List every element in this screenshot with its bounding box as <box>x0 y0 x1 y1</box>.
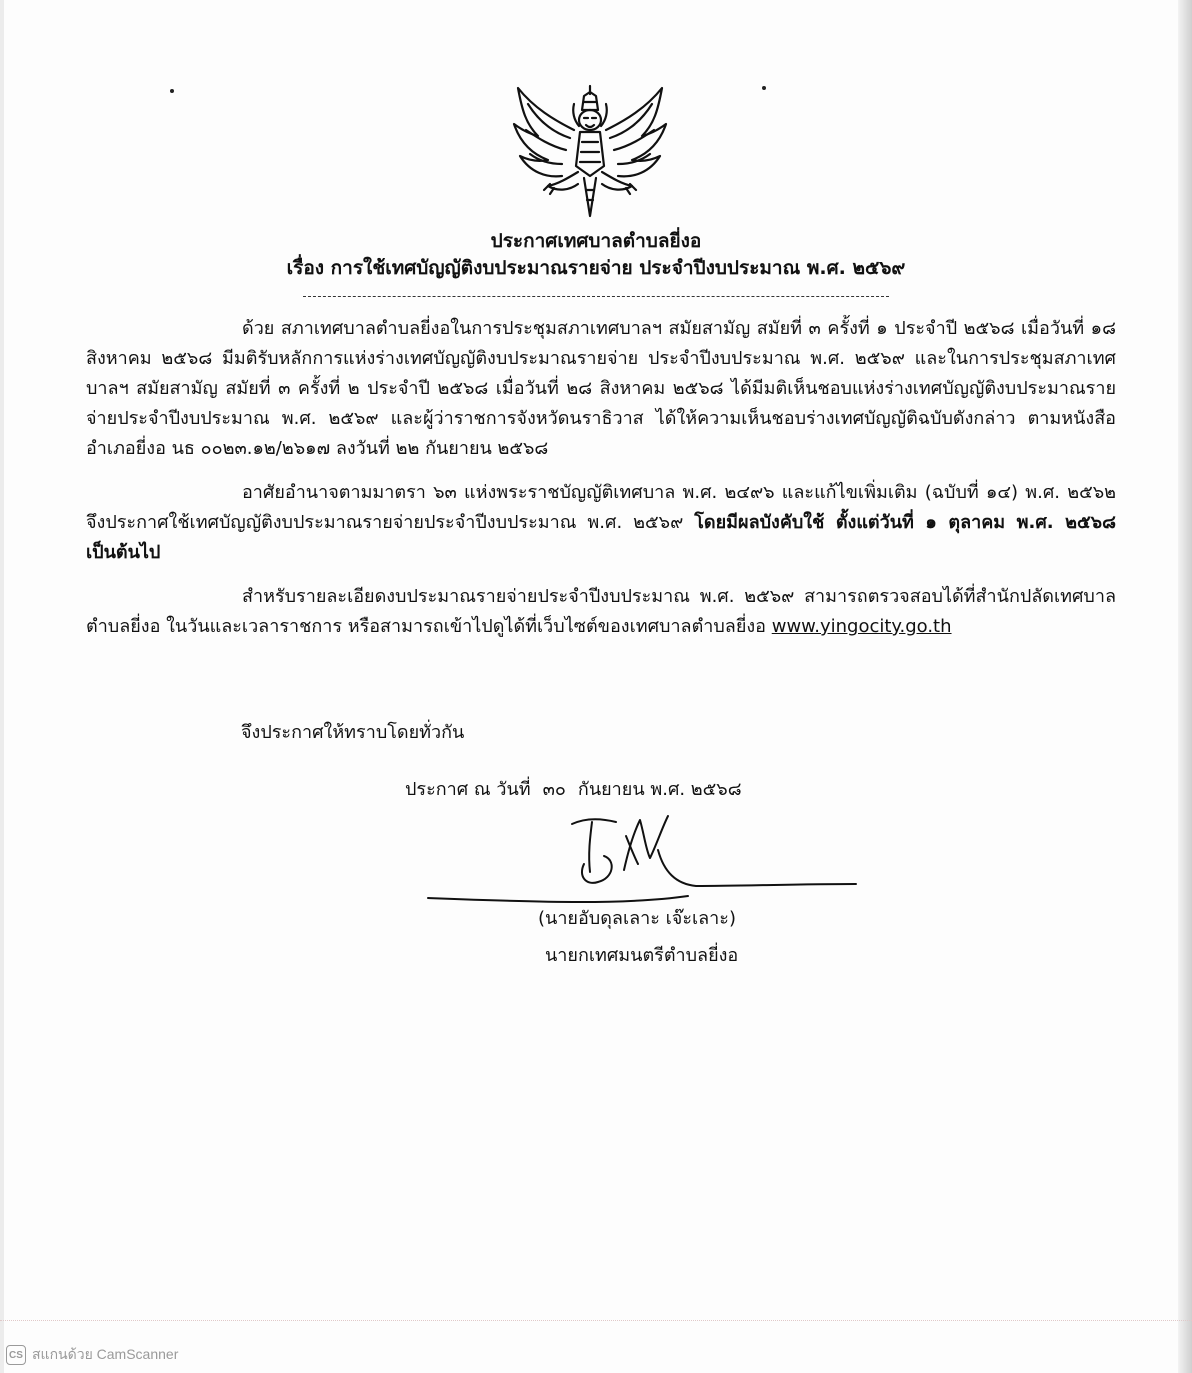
paragraph-approval: ด้วย สภาเทศบาลตำบลยี่งอในการประชุมสภาเทศบาลฯ สมัยสามัญ สมัยที่ ๓ ครั้งที่ ๑ ประจำปี ๒๕๖๘ เมื่อวันที่ ๑๘ สิงหาคม ๒๕๖๘ มีมติรับหลักการแห่งร่างเทศบัญญัติงบประมาณรายจ่าย ประจำปีงบประมาณ พ.ศ. ๒๕๖๙ และในการประชุมสภาเทศบาลฯ สมัยสามัญ สมัยที่ ๓ ครั้งที่ ๒ ประจำปี ๒๕๖๘ เมื่อวันที่ ๒๘ สิงหาคม ๒๕๖๘ ได้มีมติเห็นชอบแห่งร่างเทศบัญญัติงบประมาณรายจ่ายประจำปีงบประมาณ พ.ศ. ๒๕๖๙ และผู้ว่าราชการจังหวัดนราธิวาส ได้ให้ความเห็นชอบร่างเทศบัญญัติฉบับดังกล่าว ตามหนังสืออำเภอยี่งอ นธ ๐๐๒๓.๑๒/๒๖๑๗ ลงวันที่ ๒๒ กันยายน ๒๕๖๘ <box>86 318 1116 459</box>
handwritten-signature <box>420 806 860 910</box>
dateline-month-year: กันยายน พ.ศ. ๒๕๖๘ <box>577 779 742 800</box>
announcement-title: ประกาศเทศบาลตำบลยี่งอ <box>490 230 702 252</box>
garuda-emblem-icon <box>504 80 676 222</box>
signer-position: นายกเทศมนตรีตำบลยี่งอ <box>545 945 739 966</box>
scanner-watermark <box>6 1344 178 1366</box>
header-divider <box>303 296 889 297</box>
effective-date-statement: โดยมีผลบังคับใช้ ตั้งแต่วันที่ ๑ ตุลาคม พ.ศ. ๒๕๖๘ เป็นต้นไป <box>86 512 1116 563</box>
dateline-prefix: ประกาศ ณ วันที่ <box>405 779 531 800</box>
scan-speck <box>170 89 174 93</box>
scan-speck <box>762 86 766 90</box>
scan-edge-right <box>1178 0 1192 1373</box>
paragraph-details-text: สำหรับรายละเอียดงบประมาณรายจ่ายประจำปีงบประมาณ พ.ศ. ๒๕๖๙ สามารถตรวจสอบได้ที่สำนักปลัดเทศบาลตำบลยี่งอ ในวันและเวลาราชการ หรือสามารถเข้าไปดูได้ที่เว็บไซต์ของเทศบาลตำบลยี่งอ <box>86 586 1116 637</box>
signer-name: (นายอับดุลเลาะ เจ๊ะเลาะ) <box>538 908 736 929</box>
camscanner-logo-icon: CS <box>6 1345 26 1365</box>
announcement-header <box>0 228 1192 282</box>
paragraph-authority <box>86 478 1116 568</box>
paragraph-details <box>86 582 1116 642</box>
dateline-day: ๓๐ <box>542 779 566 800</box>
announcement-body <box>86 314 1116 656</box>
announcement-dateline <box>405 775 742 805</box>
footer-divider <box>0 1320 1192 1321</box>
announcement-subject: เรื่อง การใช้เทศบัญญัติงบประมาณรายจ่าย ประจำปีงบประมาณ พ.ศ. ๒๕๖๙ <box>286 257 906 279</box>
scan-edge-left <box>0 0 4 1373</box>
paragraph-authority-text: อาศัยอำนาจตามมาตรา ๖๓ แห่งพระราชบัญญัติเทศบาล พ.ศ. ๒๔๙๖ และแก้ไขเพิ่มเติม (ฉบับที่ ๑๔) พ.ศ. ๒๕๖๒ จึงประกาศใช้เทศบัญญัติงบประมาณรายจ่ายประจำปีงบประมาณ พ.ศ. ๒๕๖๙ <box>86 482 1116 533</box>
scanner-watermark-text: สแกนด้วย CamScanner <box>32 1346 179 1362</box>
closing-statement: จึงประกาศให้ทราบโดยทั่วกัน <box>241 722 465 743</box>
website-link[interactable]: www.yingocity.go.th <box>771 616 952 637</box>
